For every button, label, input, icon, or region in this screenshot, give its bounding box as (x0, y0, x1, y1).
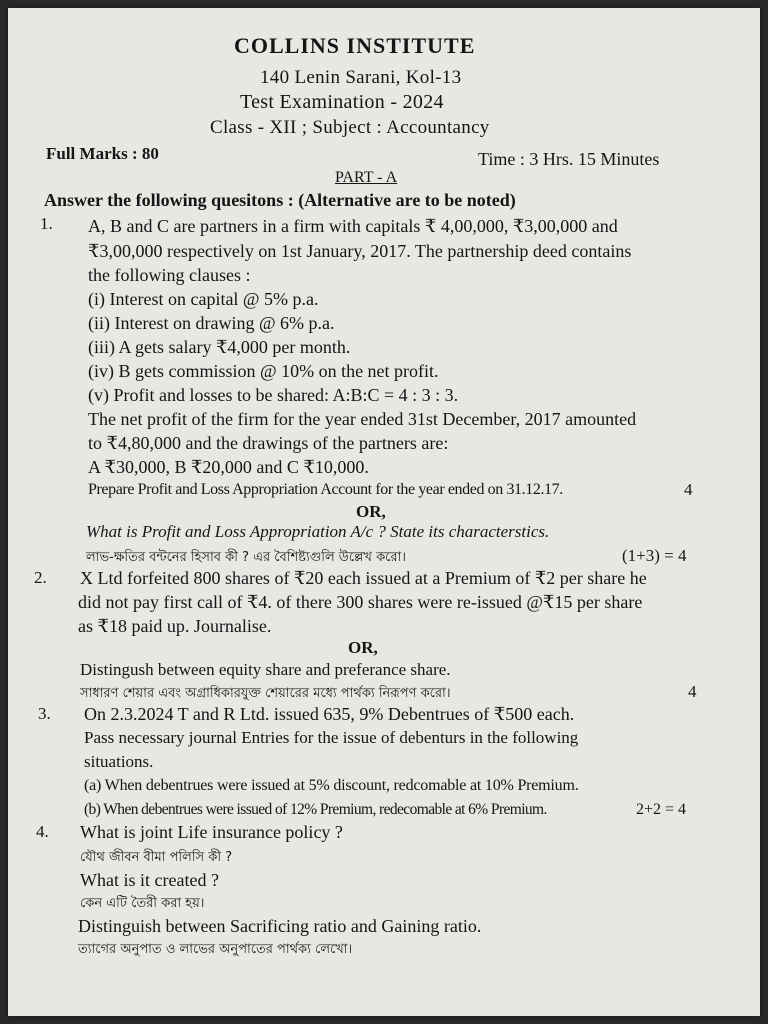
q1-line: The net profit of the firm for the year ended 31st December, 2017 amounted (88, 409, 637, 429)
q1-clause: (v) Profit and losses to be shared: A:B:C = 4 : 3 : 3. (88, 385, 459, 405)
q3-marks: 2+2 = 4 (636, 801, 687, 818)
q1-clause: (iv) B gets commission @ 10% on the net profit. (88, 361, 439, 381)
q1-line: the following clauses : (88, 265, 251, 285)
q1-line: to ₹4,80,000 and the drawings of the partners are: (88, 433, 449, 453)
q1-line: Prepare Profit and Loss Appropriation Account for the year ended on 31.12.17. (88, 481, 563, 498)
full-marks: Full Marks : 80 (46, 144, 159, 163)
institute-name: COLLINS INSTITUTE (234, 33, 476, 58)
q2-alternative-bengali: সাধারণ শেয়ার এবং অগ্রাধিকারযুক্ত শেয়ারের মধ্যে পার্থক্য নিরূপণ করো। (80, 686, 451, 701)
question-number: 4. (36, 822, 49, 841)
exam-paper (8, 8, 760, 1016)
q4-line: What is joint Life insurance policy ? (80, 822, 343, 842)
q3-line: situations. (84, 752, 154, 771)
q2-line: X Ltd forfeited 800 shares of ₹20 each issued at a Premium of ₹2 per share he (80, 568, 647, 588)
question-number: 1. (40, 214, 53, 233)
q3-line: On 2.3.2024 T and R Ltd. issued 635, 9% Debentrues of ₹500 each. (84, 704, 575, 724)
class-subject: Class - XII ; Subject : Accountancy (210, 117, 490, 138)
q3-line: Pass necessary journal Entries for the issue of debenturs in the following (84, 728, 579, 747)
or-separator: OR, (348, 638, 378, 657)
q1-clause: (i) Interest on capital @ 5% p.a. (88, 289, 319, 309)
q2-marks: 4 (688, 682, 697, 701)
q1-clause: (iii) A gets salary ₹4,000 per month. (88, 337, 351, 357)
q4-line-bengali: যৌথ জীবন বীমা পলিসি কী ? (80, 850, 233, 865)
q2-line: did not pay first call of ₹4. of there 300 shares were re-issued @₹15 per share (78, 592, 643, 612)
q1-alt-marks: (1+3) = 4 (622, 546, 687, 565)
q4-line-bengali: ত্যাগের অনুপাত ও লাভের অনুপাতের পার্থক্য লেখো। (78, 942, 353, 957)
exam-title: Test Examination - 2024 (240, 91, 444, 113)
q3-option: (b) When debentrues were issued of 12% Premium, redecomable at 6% Premium. (84, 801, 547, 818)
institute-address: 140 Lenin Sarani, Kol-13 (260, 67, 462, 88)
q1-line: A ₹30,000, B ₹20,000 and C ₹10,000. (88, 457, 369, 477)
time-allowed: Time : 3 Hrs. 15 Minutes (478, 149, 660, 169)
instruction: Answer the following quesitons : (Alternative are to be noted) (44, 190, 516, 210)
q1-clause: (ii) Interest on drawing @ 6% p.a. (88, 313, 335, 333)
q2-alternative: Distingush between equity share and preferance share. (80, 660, 451, 679)
q4-line: What is it created ? (80, 870, 219, 890)
q1-marks: 4 (684, 480, 693, 499)
q1-alternative-bengali: লাভ-ক্ষতির বন্টনের হিসাব কী ? এর বৈশিষ্ট্যগুলি উল্লেখ করো। (86, 550, 406, 565)
question-number: 3. (38, 704, 51, 723)
question-number: 2. (34, 568, 47, 587)
q1-alternative: What is Profit and Loss Appropriation A/c ? State its characterstics. (86, 522, 550, 541)
q1-line: ₹3,00,000 respectively on 1st January, 2017. The partnership deed contains (88, 241, 632, 261)
q1-line: A, B and C are partners in a firm with capitals ₹ 4,00,000, ₹3,00,000 and (88, 216, 618, 236)
or-separator: OR, (356, 502, 386, 521)
q4-line-bengali: কেন এটি তৈরী করা হয়। (80, 896, 205, 911)
q3-option: (a) When debentrues were issued at 5% discount, redcomable at 10% Premium. (84, 777, 579, 794)
q4-line: Distinguish between Sacrificing ratio and Gaining ratio. (78, 916, 482, 936)
q2-line: as ₹18 paid up. Journalise. (78, 616, 272, 636)
part-heading: PART - A (335, 169, 398, 186)
